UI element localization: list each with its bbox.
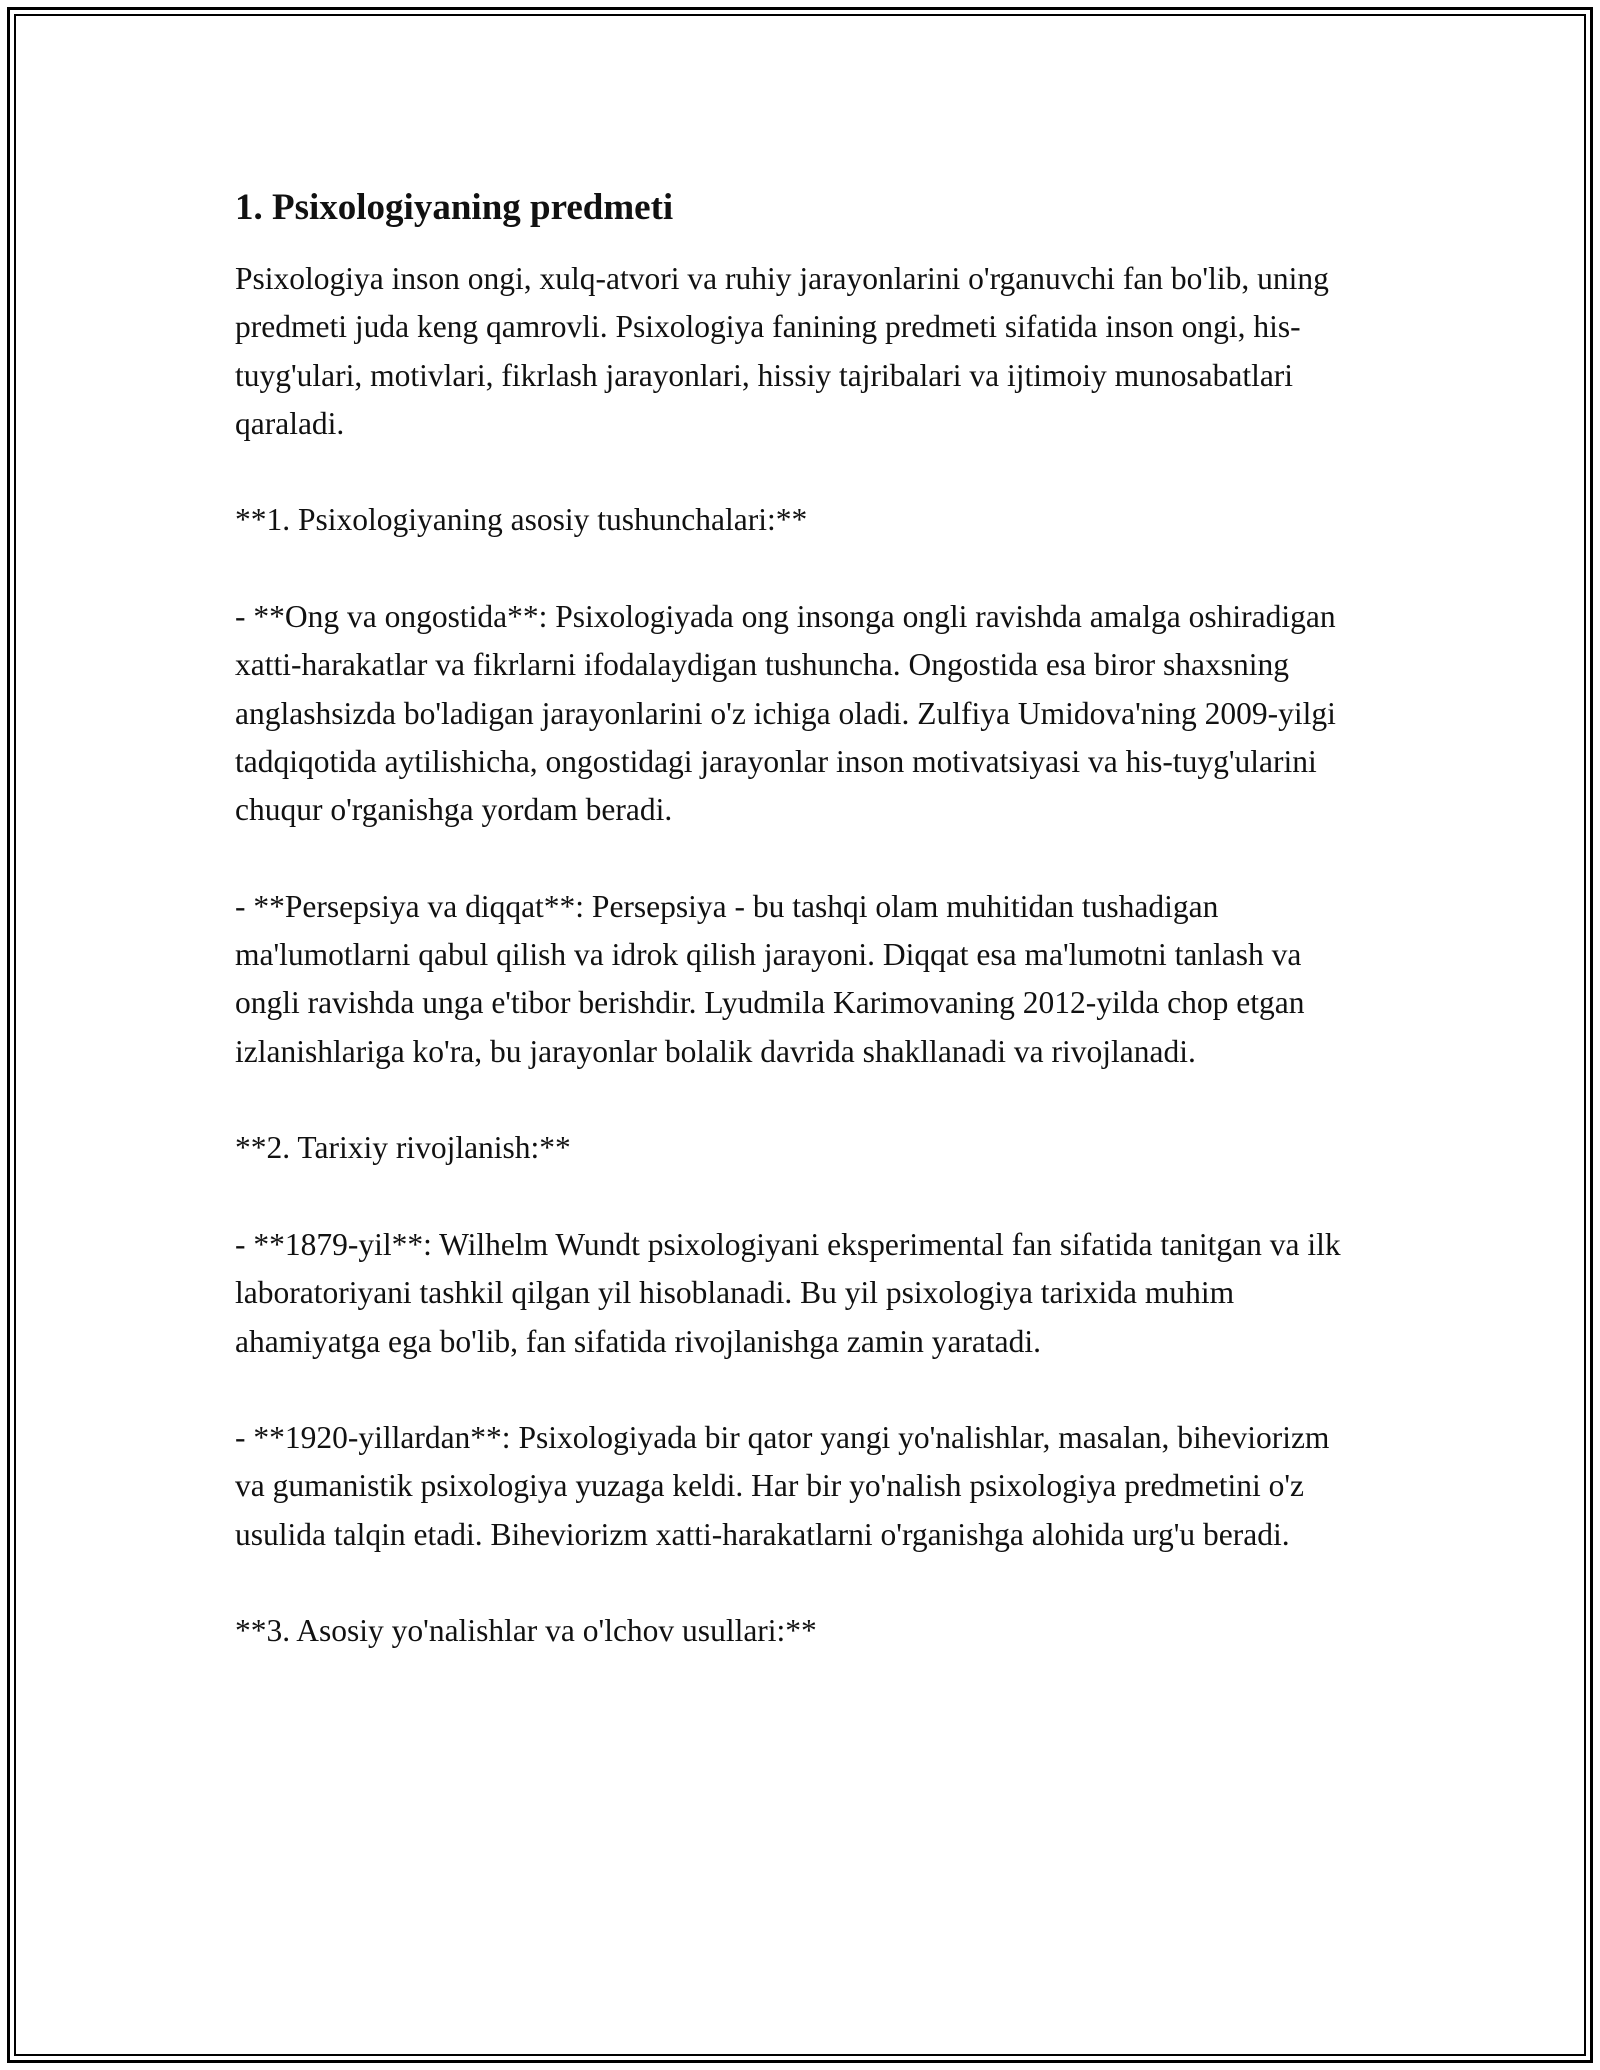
intro-paragraph: Psixologiya inson ongi, xulq-atvori va ruhiy jarayonlarini o'rganuvchi fan bo'lib, uning predmeti juda keng qamrovli. Psixologiya fanining predmeti sifatida inson ongi, his-tuyg'ulari, motivlari, fikrlash jarayonlari, hissiy tajribalari va ijtimoiy munosabatlari qaraladi. xyxy=(235,261,1329,441)
paragraph-persepsiya-diqqat: - **Persepsiya va diqqat**: Persepsiya - bu tashqi olam muhitidan tushadigan ma'lumotlarni qabul qilish va idrok qilish jarayoni. Diqqat esa ma'lumotni tanlash va ongli ravishda unga e'tibor berishdir. Lyudmila Karimovaning 2012-yilda chop etgan izlanishlariga ko'ra, bu jarayonlar bolalik davrida shakllanadi va rivojlanadi. xyxy=(235,888,1305,1069)
section-heading-concepts: **1. Psixologiyaning asosiy tushunchalari:** xyxy=(235,502,808,538)
paragraph-ong-ongostida: - **Ong va ongostida**: Psixologiyada ong insonga ongli ravishda amalga oshiradigan xatti-harakatlar va fikrlarni ifodalaydigan tushuncha. Ongostida esa biror shaxsning anglashsizda bo'ladigan jarayonlarini o'z ichiga oladi. Zulfiya Umidova'ning 2009-yilgi tadqiqotida aytilishicha, ongostidagi jarayonlar inson motivatsiyasi va his-tuyg'ularini chuqur o'rganishga yordam beradi. xyxy=(235,599,1336,828)
section-heading-history: **2. Tarixiy rivojlanish:** xyxy=(235,1130,571,1166)
paragraph-1879: - **1879-yil**: Wilhelm Wundt psixologiyani eksperimental fan sifatida tanitgan va ilk laboratoriyani tashkil qilgan yil hisoblanadi. Bu yil psixologiya tarixida muhim ahamiyatga ega bo'lib, fan sifatida rivojlanishga zamin yaratadi. xyxy=(235,1226,1341,1359)
document-body xyxy=(235,185,1365,1704)
section-heading-directions: **3. Asosiy yo'nalishlar va o'lchov usullari:** xyxy=(235,1613,817,1649)
paragraph-1920: - **1920-yillardan**: Psixologiyada bir qator yangi yo'nalishlar, masalan, biheviorizm va gumanistik psixologiya yuzaga keldi. Har bir yo'nalish psixologiya predmetini o'z usulida talqin etadi. Biheviorizm xatti-harakatlarni o'rganishga alohida urg'u beradi. xyxy=(235,1420,1330,1552)
document-title: 1. Psixologiyaning predmeti xyxy=(235,187,674,228)
